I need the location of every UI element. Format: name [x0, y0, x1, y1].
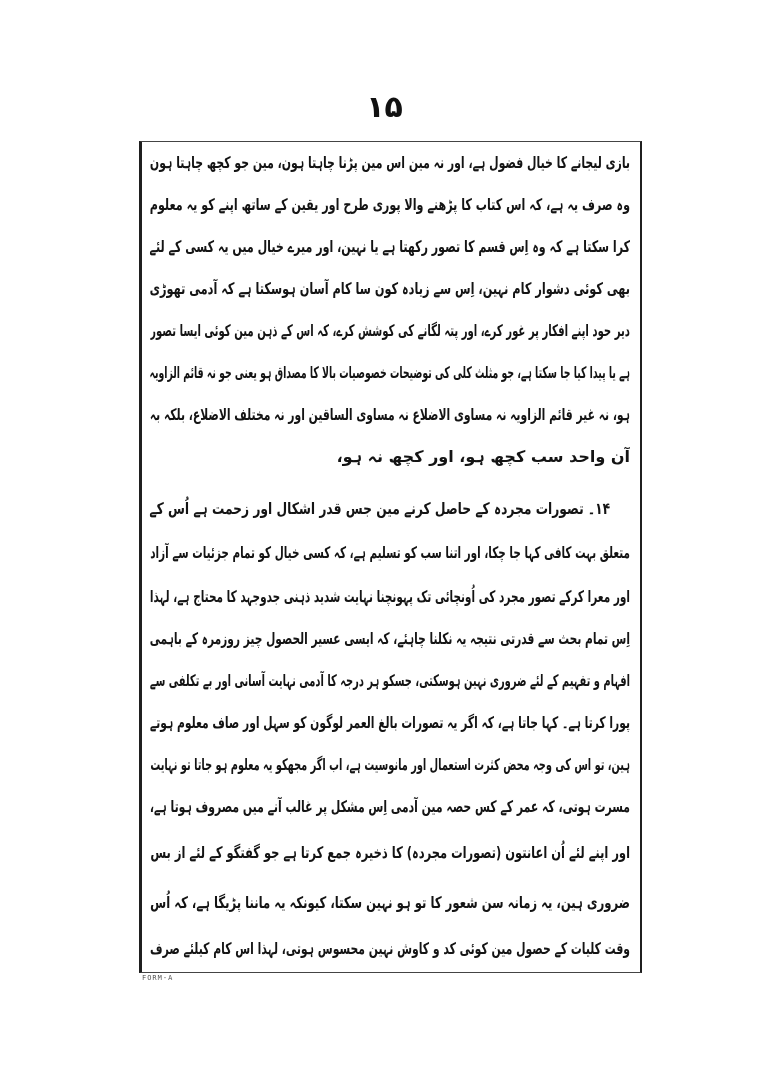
text-line: متعلق بہت کافی کہا جا چکا، اور اتنا سب کو تسلیم ہے، کہ کسی خیال کو تمام جزئیات سے آزاد	[150, 543, 630, 562]
text-line: ہو، نہ غیر قائم الزاویہ نہ مساوی الاضلاع نہ مساوی الساقین اور نہ مختلف الاضلاع، بلکہ بہ	[150, 405, 630, 424]
footer-printer-mark: FORM-A	[142, 974, 174, 982]
text-line: مسرت ہوتی، کہ عمر کے کس حصہ مین آدمی اِس مشکل پر غالب آنے میں مصروف ہوتا ہے،	[149, 797, 630, 816]
text-line: وقت کلیات کے حصول مین کوئی کد و کاوش نہین محسوس ہوتی، لہذا اس کام کیلئے صرف	[150, 939, 630, 958]
paragraph-start-line: ۱۴۔ تصورات مجردہ کے حاصل کرنے مین جس قدر اشکال اور زحمت ہے اُس کے	[149, 499, 611, 518]
text-line: پورا کرتا ہے۔ کہا جاتا ہے، کہ اگر یہ تصورات بالغ العمر لوگون کو سہل اور صاف معلوم ہوتے	[150, 713, 630, 732]
page-number: ۱۵	[366, 90, 403, 125]
text-line: ہے یا پیدا کیا جا سکتا ہے، جو مثلث کلی کی توضیحات خصوصیات بالا کا مصداق ہو یعنی جو نہ قائم الزاویہ	[149, 363, 630, 382]
text-line: آن واحد سب کچھ ہو، اور کچھ نہ ہو،	[336, 447, 630, 466]
text-line: بازی لیجانے کا خیال فضول ہے، اور نہ مین اس مین پڑنا چاہتا ہون، مین جو کچھ چاہتا ہون	[149, 153, 630, 172]
text-line: دیر حود اپنے افکار پر غور کرے، اور پتہ لگانے کی کوشش کرے، کہ اس کے ذہن مین کوئی ایسا تصور	[150, 321, 630, 340]
text-line: اور اپنے لئے اُن اعانتون (تصورات مجردہ) کا ذخیرہ جمع کرتا ہے جو گفتگو کے لئے از بس	[150, 843, 630, 862]
text-line: وہ صرف یہ ہے، کہ اس کتاب کا پڑھنے والا پوری طرح اور یقین کے ساتھ اپنے کو یہ معلوم	[149, 195, 630, 214]
text-line: اِس تمام بحث سے قدرتی نتیجہ یہ نکلنا چاہئے، کہ ایسی عسیر الحصول چیز روزمرہ کے باہمی	[149, 629, 630, 648]
text-line: کرا سکتا ہے کہ وہ اِس قسم کا تصور رکھتا ہے یا نہین، اور میرے خیال میں یہ کسی کے لئے	[149, 237, 630, 256]
urdu-text-body	[150, 146, 630, 966]
text-line: افہام و تفہیم کے لئے ضروری نہین ہوسکتی، جسکو ہر درجہ کا آدمی نہایت آسانی اور بے تکلفی سے	[149, 671, 630, 690]
text-line: ہین، تو اس کی وجہ محض کثرت استعمال اور مانوسیت ہے، اب اگر مجھکو یہ معلوم ہو جاتا تو نہایت	[150, 755, 630, 774]
text-line: اور معرا کرکے تصور مجرد کی اُونچائی تک پہونچنا نہایت شدید ذہنی جدوجہد کا محتاج ہے، لہذا	[149, 587, 630, 606]
text-line: ضروری ہین، یہ زمانہ سن شعور کا تو ہو نہین سکتا، کیونکہ یہ ماننا پڑیگا ہے، کہ اُس	[150, 893, 630, 912]
text-line: بھی کوئی دشوار کام نہین، اِس سے زیادہ کون سا کام آسان ہوسکتا ہے کہ آدمی تھوڑی	[149, 279, 630, 298]
